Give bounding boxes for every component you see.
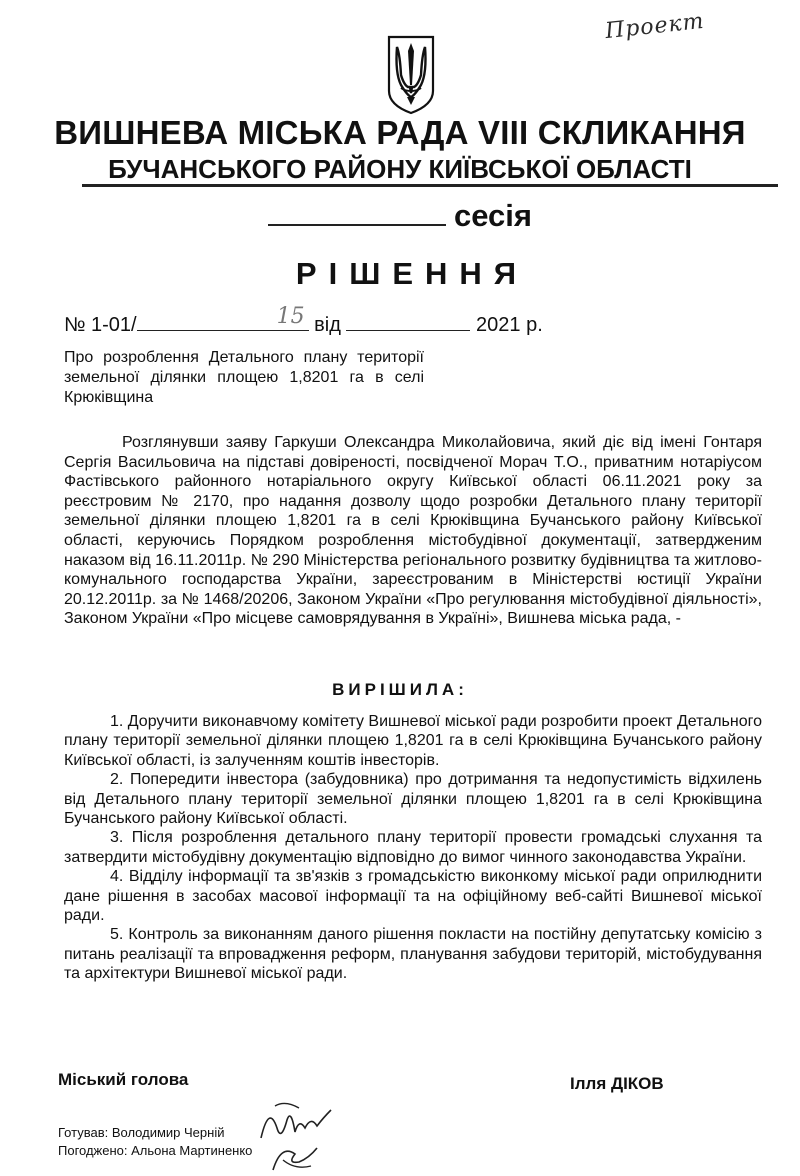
decision-items xyxy=(64,712,762,984)
header-divider xyxy=(82,184,778,187)
trident-emblem-icon xyxy=(385,33,437,115)
council-title: ВИШНЕВА МІСЬКА РАДА VIII СКЛИКАННЯ xyxy=(54,114,746,151)
handwritten-draft-note: Проект xyxy=(604,8,707,45)
decision-item: 2. Попередити інвестора (забудовника) про дотримання та недопустимість відхилень від Детального плану території земельної ділянки площею 1,8201 га в селі Крюківщина Бучанського району Київської області. xyxy=(64,771,762,828)
decision-subject: Про розроблення Детального плану території земельної ділянки площею 1,8201 га в селі Крюківщина xyxy=(64,349,424,406)
decision-title: РІШЕННЯ xyxy=(295,256,529,291)
mayor-name: Ілля ДІКОВ xyxy=(570,1074,664,1093)
number-blank xyxy=(137,304,309,331)
session-number-blank xyxy=(268,198,446,226)
prepared-by: Готував: Володимир Черній xyxy=(58,1125,225,1140)
date-blank xyxy=(346,310,470,331)
decision-item: 4. Відділу інформації та зв'язків з громадськістю виконкому міської ради оприлюднити дане рішення в засобах масової інформації та на офіційному веб-сайті Вишневої міської ради. xyxy=(64,868,762,925)
agreed-by: Погоджено: Альона Мартиненко xyxy=(58,1143,253,1158)
handwritten-number: 15 xyxy=(276,304,305,329)
decision-item: 1. Доручити виконавчому комітету Вишневої міської ради розробити проект Детального плану території земельної ділянки площею 1,8201 га в селі Крюківщина Бучанського району Київської області, із залученням коштів інвесторів. xyxy=(64,713,762,769)
district-subtitle: БУЧАНСЬКОГО РАЙОНУ КИЇВСЬКОЇ ОБЛАСТІ xyxy=(108,154,692,184)
session-label: сесія xyxy=(453,198,532,233)
decision-number-line xyxy=(64,304,543,337)
signature-scribble-icon xyxy=(265,1140,325,1176)
decision-item: 3. Після розроблення детального плану території провести громадські слухання та затвердити містобудівну документацію відповідно до вимог чинного законодавства України. xyxy=(64,829,762,866)
session-line xyxy=(0,198,800,234)
date-from-label: від xyxy=(314,314,341,336)
preamble-text: Розглянувши заяву Гаркуши Олександра Миколайовича, який діє від імені Гонтаря Сергія Васильовича на підставі довіреності, посвідченої Морач Т.О., приватним нотаріусом Фастівського районного нотаріального округу Київської області 06.11.2021 року за реєстровим № 2170, про надання дозволу щодо розробки Детального плану території земельної ділянки площею 1,8201 га в селі Крюківщина Бучанського району Київської області, керуючись Порядком розроблення містобудівної документації, затвердженим наказом від 16.11.2011р. № 290 Міністерства регіонального розвитку будівництва та житлово-комунального господарства України, зареєстрованим в Міністерстві юстиції України 20.12.2011р. за № 1468/20206, Законом України «Про регулювання містобудівної діяльності», Законом України «Про місцеве самоврядування в Україні», Вишнева міська рада, - xyxy=(64,434,762,628)
number-prefix: № 1-01/ xyxy=(64,314,137,336)
resolved-heading: ВИРІШИЛА: xyxy=(332,680,468,699)
approval-block xyxy=(58,1124,252,1160)
decision-item: 5. Контроль за виконанням даного рішення покласти на постійну депутатську комісію з питань реалізації та впровадження реформ, планування забудови територій, містобудування та архітектури Вишневої міської ради. xyxy=(64,926,762,983)
year-label: 2021 р. xyxy=(476,314,543,336)
mayor-label: Міський голова xyxy=(58,1070,189,1089)
